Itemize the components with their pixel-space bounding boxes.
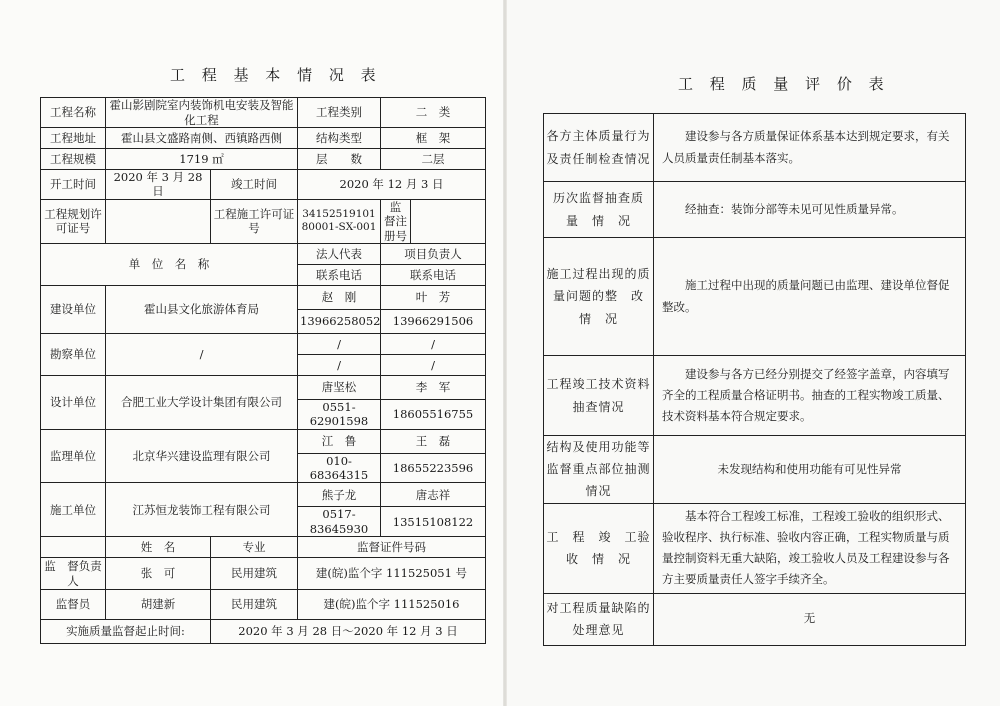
eval-row-body: 经抽查：装饰分部等未见可见性质量异常。: [654, 182, 966, 238]
eval-row-body: 基本符合工程竣工标准，工程竣工验收的组织形式、验收程序、执行标准、验收内容正确，工程实物质量与质量控制资料无重大缺陷，竣工验收人员及工程建设参与各方主要质量责任人签字手续齐全。: [654, 503, 966, 593]
unit-role: 监理单位: [41, 429, 106, 483]
unit-role: 施工单位: [41, 483, 106, 537]
legal-rep-header: 法人代表: [298, 243, 381, 264]
period-label: 实施质量监督起止时间:: [41, 620, 211, 644]
end-label: 竣工时间: [211, 170, 298, 200]
project-type-label: 工程类别: [298, 98, 381, 128]
unit-name: /: [106, 333, 298, 375]
eval-row-head: 结构及使用功能等监督重点部位抽测情况: [544, 436, 654, 504]
eval-row-body: 建设参与各方已经分别提交了经签字盖章，内容填写齐全的工程质量合格证明书。抽查的工程实物竣工质量、技术资料基本符合规定要求。: [654, 356, 966, 436]
floors-label: 层 数: [298, 149, 381, 170]
supervisor-cert-header: 监督证件号码: [298, 537, 486, 558]
eval-row-head: 工程竣工技术资料抽查情况: [544, 356, 654, 436]
unit-rep-tel: 0551-62901598: [298, 399, 381, 429]
construction-permit-label: 工程施工许可证号: [211, 199, 298, 243]
unit-lead-tel: 13515108122: [381, 507, 486, 537]
supervisor-name: 胡建新: [106, 590, 211, 620]
address-label: 工程地址: [41, 128, 106, 149]
left-title: 工 程 基 本 情 况 表: [170, 66, 382, 84]
structure-value: 框 架: [381, 128, 486, 149]
supervision-reg-label: 监 督注册号: [381, 199, 411, 243]
supervisor-specialty: 民用建筑: [211, 558, 298, 590]
scale-label: 工程规模: [41, 149, 106, 170]
eval-row-head: 各方主体质量行为及责任制检查情况: [544, 114, 654, 182]
supervision-reg-value: [411, 199, 486, 243]
unit-rep-tel: 13966258052: [298, 309, 381, 333]
unit-lead: /: [381, 333, 486, 354]
unit-name: 霍山县文化旅游体育局: [106, 285, 298, 333]
eval-row-head: 施工过程出现的质量问题的整 改 情 况: [544, 238, 654, 356]
structure-label: 结构类型: [298, 128, 381, 149]
eval-row-head: 历次监督抽查质 量 情 况: [544, 182, 654, 238]
supervisor-name: 张 可: [106, 558, 211, 590]
unit-lead-tel: 18655223596: [381, 453, 486, 483]
eval-row-body: 建设参与各方质量保证体系基本达到规定要求，有关人员质量责任制基本落实。: [654, 114, 966, 182]
supervisor-cert: 建(皖)监个字 111525016: [298, 590, 486, 620]
unit-lead: 王 磊: [381, 429, 486, 453]
unit-lead-tel: 13966291506: [381, 309, 486, 333]
supervisor-role: 监督员: [41, 590, 106, 620]
start-label: 开工时间: [41, 170, 106, 200]
unit-lead: 唐志祥: [381, 483, 486, 507]
project-name-value: 霍山影剧院室内装饰机电安装及智能化工程: [106, 98, 298, 128]
floors-value: 二层: [381, 149, 486, 170]
project-basic-info-table: [40, 97, 486, 644]
unit-rep-tel: /: [298, 354, 381, 375]
unit-lead: 叶 芳: [381, 285, 486, 309]
unit-lead-tel: /: [381, 354, 486, 375]
quality-evaluation-table: [543, 113, 966, 646]
unit-name-header: 单 位 名 称: [41, 243, 298, 285]
unit-role: 勘察单位: [41, 333, 106, 375]
supervisor-name-header: 姓 名: [106, 537, 211, 558]
supervisor-cert: 建(皖)监个字 111525051 号: [298, 558, 486, 590]
unit-rep: 熊子龙: [298, 483, 381, 507]
unit-rep-tel: 010-68364315: [298, 453, 381, 483]
unit-rep: /: [298, 333, 381, 354]
contact-header-2: 联系电话: [381, 264, 486, 285]
construction-permit-value: 341525191018000​1-SX-001: [298, 199, 381, 243]
unit-lead-tel: 18605516755: [381, 399, 486, 429]
planning-permit-value: [106, 199, 211, 243]
project-type-value: 二 类: [381, 98, 486, 128]
eval-row-body: 未发现结构和使用功能有可见性异常: [654, 436, 966, 504]
eval-row-head: 工 程 竣 工验 收 情 况: [544, 503, 654, 593]
start-value: 2020 年 3 月 28 日: [106, 170, 211, 200]
supervisor-specialty: 民用建筑: [211, 590, 298, 620]
planning-permit-label: 工程规划许可证号: [41, 199, 106, 243]
eval-row-body: 无: [654, 593, 966, 645]
contact-header-1: 联系电话: [298, 264, 381, 285]
unit-rep: 赵 刚: [298, 285, 381, 309]
right-title: 工 程 质 量 评 价 表: [678, 75, 890, 93]
unit-rep-tel: 0517-83645930: [298, 507, 381, 537]
page-fold: [503, 0, 507, 706]
unit-name: 合肥工业大学设计集团有限公司: [106, 375, 298, 429]
address-value: 霍山县文盛路南侧、西镇路西侧: [106, 128, 298, 149]
unit-role: 设计单位: [41, 375, 106, 429]
eval-row-body: 施工过程中出现的质量问题已由监理、建设单位督促整改。: [654, 238, 966, 356]
unit-name: 江苏恒龙装饰工程有限公司: [106, 483, 298, 537]
project-name-label: 工程名称: [41, 98, 106, 128]
unit-name: 北京华兴建设监理有限公司: [106, 429, 298, 483]
unit-lead: 李 军: [381, 375, 486, 399]
supervisor-specialty-header: 专业: [211, 537, 298, 558]
unit-rep: 江 鲁: [298, 429, 381, 453]
period-value: 2020 年 3 月 28 日～2020 年 12 月 3 日: [211, 620, 486, 644]
unit-rep: 唐坚松: [298, 375, 381, 399]
eval-row-head: 对工程质量缺陷的处理意见: [544, 593, 654, 645]
end-value: 2020 年 12 月 3 日: [298, 170, 486, 200]
project-lead-header: 项目负责人: [381, 243, 486, 264]
unit-role: 建设单位: [41, 285, 106, 333]
supervisor-blank: [41, 537, 106, 558]
supervisor-role: 监 督负责人: [41, 558, 106, 590]
scale-value: 1719 ㎡: [106, 149, 298, 170]
